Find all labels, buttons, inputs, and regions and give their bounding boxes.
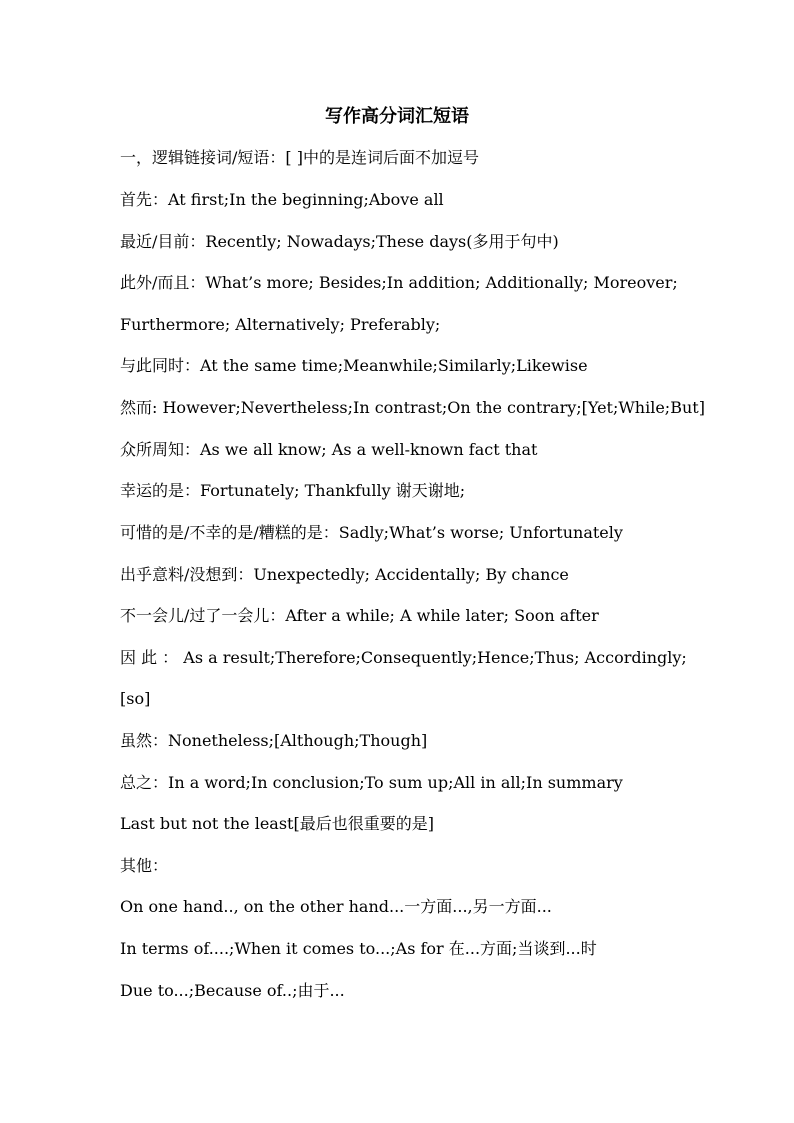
text-line-however: 然而: However;Nevertheless;In contrast;On the contrary;[Yet;While;But] xyxy=(120,398,705,417)
text-line-therefore: 因 此 ： As a result;Therefore;Consequently;Hence;Thus; Accordingly; xyxy=(120,648,687,667)
text-line-unfortunately: 可惜的是/不幸的是/糟糕的是：Sadly;What’s worse; Unfortunately xyxy=(120,523,623,542)
text-line-besides: 此外/而且：What’s more; Besides;In addition; Additionally; Moreover; xyxy=(120,273,678,292)
text-line-intro: 一，逻辑链接词/短语：[ ]中的是连词后面不加逗号 xyxy=(120,148,479,167)
text-line-furthermore: Furthermore; Alternatively; Preferably; xyxy=(120,315,441,334)
text-line-due-to: Due to...;Because of..;由于... xyxy=(120,981,345,1000)
text-line-first: 首先：At first;In the beginning;Above all xyxy=(120,190,444,209)
text-line-in-conclusion: 总之：In a word;In conclusion;To sum up;All in all;In summary xyxy=(120,773,623,792)
text-line-others-heading: 其他： xyxy=(120,856,169,875)
text-line-recently: 最近/目前：Recently; Nowadays;These days(多用于句中) xyxy=(120,232,559,251)
text-line-fortunately: 幸运的是：Fortunately; Thankfully 谢天谢地; xyxy=(120,481,466,500)
text-line-on-one-hand: On one hand.., on the other hand...一方面...,另一方面... xyxy=(120,897,552,916)
text-line-after-a-while: 不一会儿/过了一会儿：After a while; A while later; Soon after xyxy=(120,606,599,625)
document-title: 写作高分词汇短语 xyxy=(325,106,469,127)
text-line-although: 虽然：Nonetheless;[Although;Though] xyxy=(120,731,428,750)
text-line-so: [so] xyxy=(120,689,151,708)
text-line-well-known: 众所周知：As we all know; As a well-known fact that xyxy=(120,440,538,459)
text-line-in-terms-of: In terms of....;When it comes to...;As for 在...方面;当谈到...时 xyxy=(120,939,597,958)
text-line-last-but-not-least: Last but not the least[最后也很重要的是] xyxy=(120,814,434,833)
text-line-meanwhile: 与此同时：At the same time;Meanwhile;Similarly;Likewise xyxy=(120,356,588,375)
text-line-unexpectedly: 出乎意料/没想到：Unexpectedly; Accidentally; By chance xyxy=(120,565,569,584)
